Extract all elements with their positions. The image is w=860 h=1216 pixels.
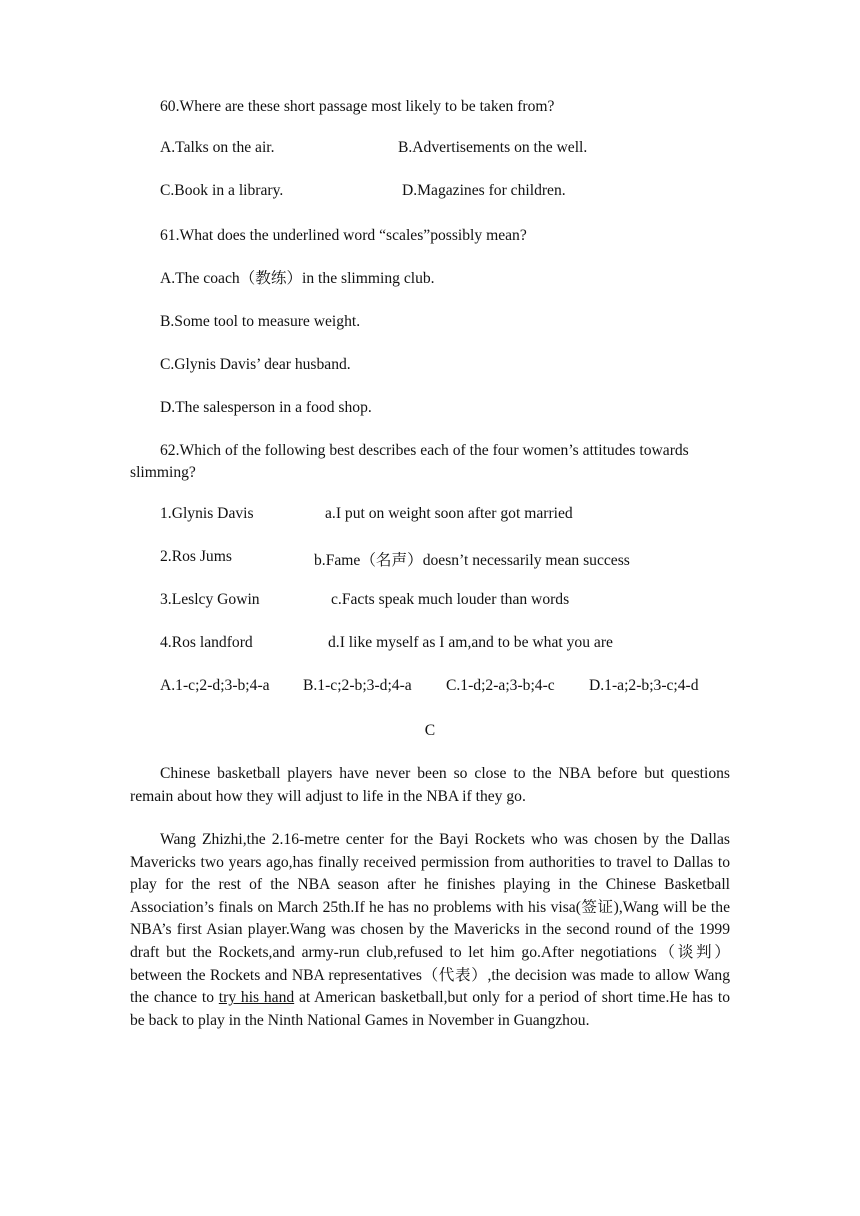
q60-options-row-1 <box>130 139 730 162</box>
match-left-2: 2.Ros Jums <box>160 548 232 566</box>
match-left-1: 1.Glynis Davis <box>160 505 254 523</box>
match-left-3: 3.Leslcy Gowin <box>160 591 260 609</box>
underlined-phrase: try his hand <box>218 989 295 1007</box>
q62-option-a: A.1-c;2-d;3-b;4-a <box>160 677 270 695</box>
q61-option-c: C.Glynis Davis’ dear husband. <box>160 355 351 373</box>
question-62: 62.Which of the following best describes each of the four women’s attitudes towards slimming? <box>130 441 689 482</box>
match-row <box>130 548 730 571</box>
q62-options-row <box>130 677 730 700</box>
document-page <box>130 96 730 1053</box>
match-row <box>130 634 730 657</box>
section-label: C <box>424 722 436 740</box>
match-right-b: b.Fame（名声）doesn’t necessarily mean success <box>314 552 630 570</box>
match-right-c: c.Facts speak much louder than words <box>331 591 570 609</box>
q60-options-row-2 <box>130 182 730 205</box>
match-left-4: 4.Ros landford <box>160 634 253 652</box>
passage-paragraph-1: Chinese basketball players have never been so close to the NBA before but questions remain about how they will adjust to life in the NBA if they go. <box>130 765 730 805</box>
question-60: 60.Where are these short passage most likely to be taken from? <box>160 98 555 115</box>
match-row <box>130 591 730 614</box>
q62-option-d: D.1-a;2-b;3-c;4-d <box>589 677 699 695</box>
paragraph-2-text-before: Wang Zhizhi,the 2.16-metre center for the Bayi Rockets who was chosen by the Dallas Mavericks two years ago,has finally received permission from authorities to travel to Dallas to play for the rest of the NBA season after he finishes playing in the Chinese Basketball Association’s finals on March 25th.If he has no problems with his visa(签证),Wang will be the NBA’s first Asian player.Wang was chosen by the Mavericks in the second round of the 1999 draft but the Rockets,and army-run club,refused to let him go.After negotiations（谈判）between the Rockets and NBA representatives（代表）,the decision was made to allow Wang the chance to <box>130 830 730 1007</box>
q62-option-c: C.1-d;2-a;3-b;4-c <box>446 677 555 695</box>
paragraph-2-text-after: at American basketball,but only for a period of short time.He has to be back to play in the Ninth National Games in November in Guangzhou. <box>130 989 730 1029</box>
match-right-a: a.I put on weight soon after got married <box>325 505 573 523</box>
q60-option-b: B.Advertisements on the well. <box>398 138 588 156</box>
q60-option-a: A.Talks on the air. <box>160 138 275 156</box>
match-right-d: d.I like myself as I am,and to be what you are <box>328 634 613 652</box>
match-row <box>130 505 730 528</box>
passage-paragraph-2 <box>130 829 730 1032</box>
q62-option-b: B.1-c;2-b;3-d;4-a <box>303 677 412 695</box>
q61-option-b: B.Some tool to measure weight. <box>160 312 361 330</box>
q61-option-d: D.The salesperson in a food shop. <box>160 398 372 416</box>
q61-option-a: A.The coach（教练）in the slimming club. <box>160 269 435 287</box>
question-61: 61.What does the underlined word “scales”possibly mean? <box>160 226 527 244</box>
q60-option-c: C.Book in a library. <box>160 181 284 199</box>
q60-option-d: D.Magazines for children. <box>402 181 566 199</box>
